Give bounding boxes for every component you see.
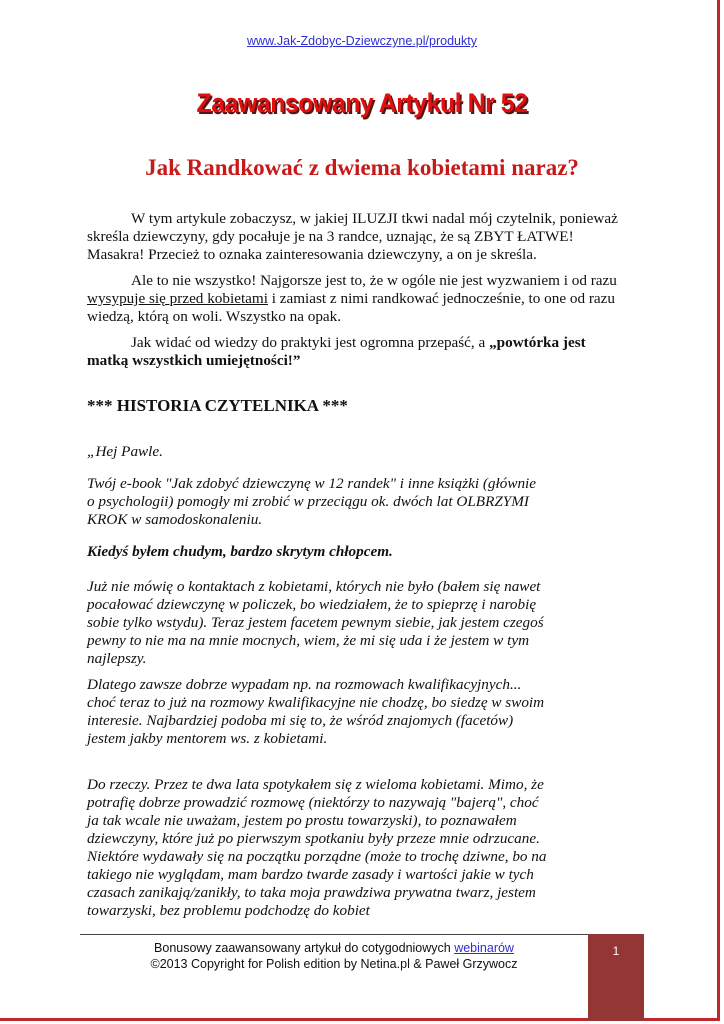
- footer-copyright: ©2013 Copyright for Polish edition by Netina.pl & Paweł Grzywocz: [150, 957, 518, 971]
- letter-paragraph-4: Dlatego zawsze dobrze wypadam np. na rozmowach kwalifikacyjnych... choć teraz to już na rozmowy kwalifikacyjne nie chodzę, bo siedzę w swoim interesie. Najbardziej podoba mi się to, że wśród znajomych (facetów) jestem jakby mentorem ws. z kobietami.: [87, 676, 545, 747]
- intro-p2-start: Ale to nie wszystko! Najgorsze jest to, że w ogóle nie jest wyzwaniem i od razu: [131, 272, 617, 289]
- intro-p3-start: Jak widać od wiedzy do praktyki jest ogromna przepaść, a: [131, 334, 490, 351]
- letter-paragraph-3: Już nie mówię o kontaktach z kobietami, których nie było (bałem się nawet pocałować dziewczynę w policzek, bo wiedziałem, że to spieprzę i narobię sobie tylko wstydu). Teraz jestem facetem pewnym siebie, jak jestem czegoś pewny to nie ma na mnie mocnych, wiem, że mi się uda i że jestem w tym najlepszy.: [87, 578, 544, 667]
- letter-paragraph-2: Kiedyś byłem chudym, bardzo skrytym chłopcem.: [87, 543, 393, 560]
- intro-p2-end: i zamiast z nimi randkować jednocześnie, to one od razu wiedzą, którą on woli. Wszystko na opak.: [87, 290, 616, 325]
- footer-divider: [80, 934, 588, 935]
- page-number: 1: [612, 944, 620, 958]
- emphasized-quote: „powtórka jest matką wszystkich umiejętności!”: [87, 334, 586, 369]
- intro-paragraph-3: [87, 334, 627, 370]
- underlined-phrase: wysypuje się przed kobietami: [87, 290, 268, 307]
- footer-line-1: Bonusowy zaawansowany artykuł do cotygodniowych webinarów: [154, 941, 514, 955]
- article-title: Zaawansowany Artykuł Nr 52: [196, 88, 528, 118]
- section-heading: *** HISTORIA CZYTELNIKA ***: [87, 396, 348, 415]
- article-subtitle: Jak Randkować z dwiema kobietami naraz?: [145, 155, 579, 180]
- letter-greeting: „Hej Pawle.: [87, 443, 163, 460]
- intro-paragraph-1: W tym artykule zobaczysz, w jakiej ILUZJI tkwi nadal mój czytelnik, ponieważ skreśla dziewczyny, gdy pocałuje je na 3 randce, uznając, że są ZBYT ŁATWE! Masakra! Przecież to oznaka zainteresowania dziewczyny, a on je skreśla.: [87, 210, 618, 263]
- intro-paragraph-2: [87, 272, 627, 326]
- webinars-link[interactable]: webinarów: [454, 941, 514, 955]
- footer: [80, 940, 588, 972]
- letter-paragraph-1: Twój e-book "Jak zdobyć dziewczynę w 12 randek" i inne książki (głównie o psychologii) pomogły mi zrobić w przeciągu ok. dwóch lat OLBRZYMI KROK w samodoskonaleniu.: [87, 475, 537, 528]
- letter-paragraph-5: Do rzeczy. Przez te dwa lata spotykałem się z wieloma kobietami. Mimo, że potrafię dobrze prowadzić rozmowę (niektórzy to nazywają "bajerą", choć ja tak wcale nie uważam, jestem po prostu towarzyski), to poznawałem dziewczyny, które już po pierwszym spotkaniu były przeze mnie odrzucane. Niektóre wydawały się na początku porządne (może to trochę dziwne, bo na takiego nie wyglądam, mam bardzo twarde zasady i wartości jakie w tych czasach zanikają/zanikły, to taka moja prawdziwa prywatna twarz, jestem towarzyski, bez problemu podchodzę do kobiet: [87, 776, 547, 919]
- header-url-link[interactable]: www.Jak-Zdobyc-Dziewczyne.pl/produkty: [247, 34, 477, 48]
- page-number-box: [588, 934, 644, 1021]
